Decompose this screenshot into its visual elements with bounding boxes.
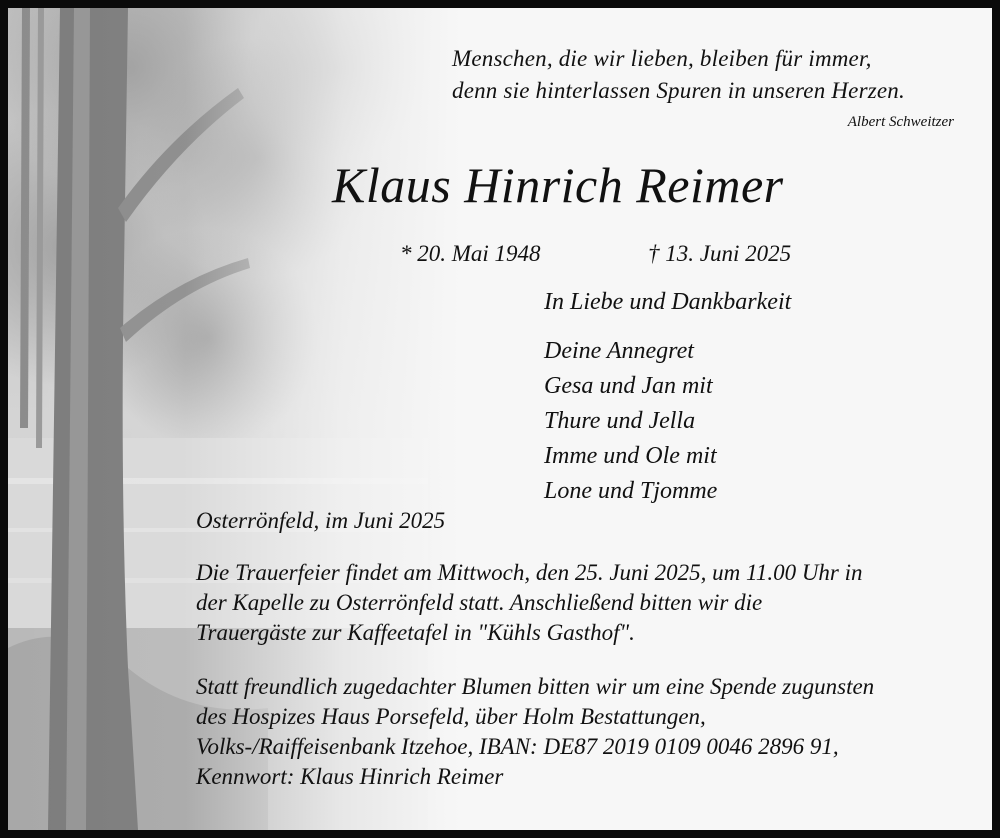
death-date: † 13. Juni 2025 <box>648 241 792 266</box>
deceased-name: Klaus Hinrich Reimer <box>332 157 784 213</box>
mourner-name: Lone und Tjomme <box>544 478 718 504</box>
donation-line: Volks-/Raiffeisenbank Itzehoe, IBAN: DE87 2019 0109 0046 2896 91, <box>196 734 839 759</box>
mourners-intro: In Liebe und Dankbarkeit <box>544 289 792 315</box>
service-line: der Kapelle zu Osterrönfeld statt. Anschließend bitten wir die <box>196 590 763 615</box>
mourner-name: Imme und Ole mit <box>544 443 717 469</box>
donation-line: des Hospizes Haus Porsefeld, über Holm Bestattungen, <box>196 704 706 729</box>
service-line: Die Trauerfeier findet am Mittwoch, den 25. Juni 2025, um 11.00 Uhr in <box>196 560 863 585</box>
quote-line: denn sie hinterlassen Spuren in unseren Herzen. <box>452 78 905 103</box>
service-line: Trauergäste zur Kaffeetafel in "Kühls Gasthof". <box>196 620 635 645</box>
donation-line: Statt freundlich zugedachter Blumen bitten wir um eine Spende zugunsten <box>196 674 875 699</box>
quote-author: Albert Schweitzer <box>847 114 954 130</box>
quote-line: Menschen, die wir lieben, bleiben für immer, <box>452 46 872 71</box>
mourner-name: Gesa und Jan mit <box>544 373 713 399</box>
place-and-date: Osterrönfeld, im Juni 2025 <box>196 508 446 533</box>
donation-line: Kennwort: Klaus Hinrich Reimer <box>196 764 504 789</box>
mourner-name: Thure und Jella <box>544 408 696 434</box>
birth-date: * 20. Mai 1948 <box>400 241 541 266</box>
mourner-name: Deine Annegret <box>544 338 694 364</box>
